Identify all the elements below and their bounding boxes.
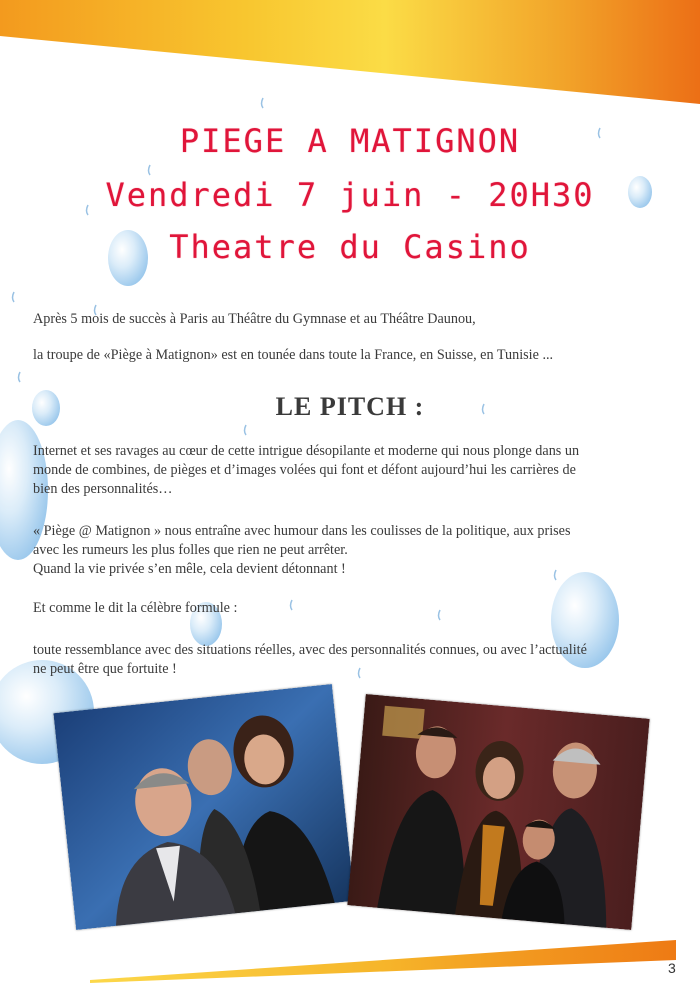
show-title: PIEGE A MATIGNON <box>179 122 521 160</box>
pitch-line: Quand la vie privée s’en mêle, cela devient détonnant ! <box>33 561 346 577</box>
pitch-line: toute ressemblance avec des situations réelles, avec des personnalités connues, ou avec l’actualité <box>33 642 587 658</box>
page-number: 3 <box>668 960 676 976</box>
intro-line-2: la troupe de «Piège à Matignon» est en tounée dans toute la France, en Suisse, en Tunisie ... <box>33 347 554 363</box>
intro-line-1: Après 5 mois de succès à Paris au Théâtre du Gymnase et au Théâtre Daunou, <box>33 311 476 327</box>
show-date: Vendredi 7 juin - 20H30 <box>105 176 595 214</box>
pitch-paragraph-4 <box>33 641 663 679</box>
pitch-paragraph-1 <box>33 442 663 499</box>
show-venue: Theatre du Casino <box>169 228 531 266</box>
pitch-line: monde de combines, de pièges et d’images volées qui font et défont aujourd’hui les carrières de <box>33 462 576 478</box>
pitch-line: « Piège @ Matignon » nous entraîne avec humour dans les coulisses de la politique, aux prises <box>33 523 571 539</box>
pitch-line: avec les rumeurs les plus folles que rien ne peut arrêter. <box>33 542 348 558</box>
pitch-line: ne peut être que fortuite ! <box>33 661 177 677</box>
pitch-line: bien des personnalités… <box>33 481 173 497</box>
pitch-line: Internet et ses ravages au cœur de cette intrigue désopilante et moderne qui nous plonge dans un <box>33 443 580 459</box>
pitch-line: Et comme le dit la célèbre formule : <box>33 600 238 616</box>
pitch-paragraph-2 <box>33 522 663 579</box>
bottom-banner <box>0 930 700 983</box>
cast-photo-1 <box>53 684 354 930</box>
pitch-paragraph-3 <box>33 599 663 618</box>
cast-photo-2 <box>347 694 649 930</box>
pitch-heading: LE PITCH : <box>275 392 425 421</box>
